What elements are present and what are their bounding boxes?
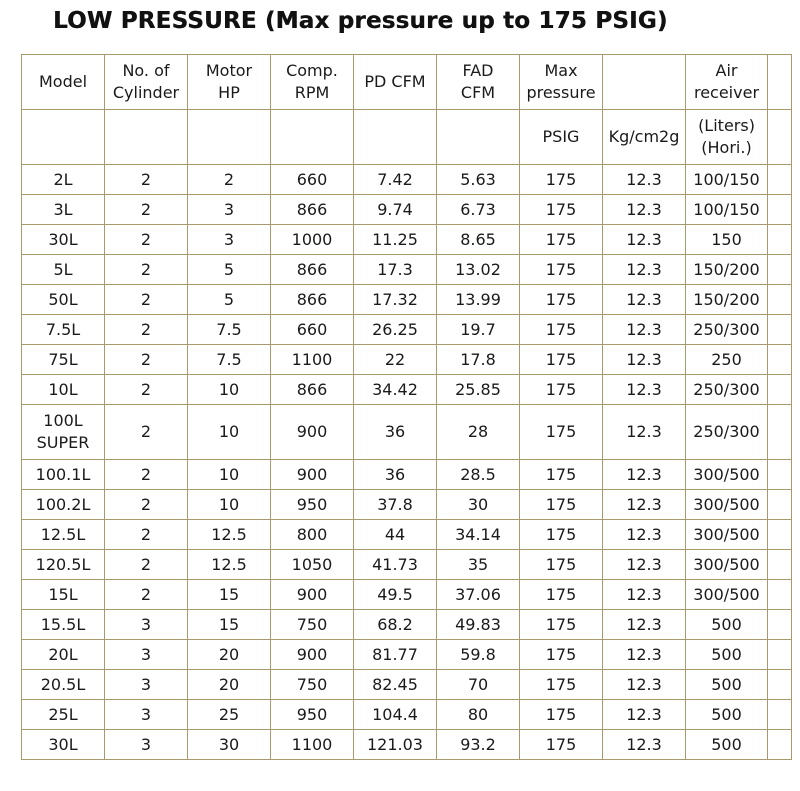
cell-psig: 175 bbox=[520, 700, 603, 730]
cell-motor-hp: 15 bbox=[188, 610, 271, 640]
cell-pd-cfm: 11.25 bbox=[354, 225, 437, 255]
table-row bbox=[22, 490, 792, 520]
cell-fad-cfm: 28.5 bbox=[437, 460, 520, 490]
table-row bbox=[22, 225, 792, 255]
cell-motor-hp: 15 bbox=[188, 580, 271, 610]
header-row bbox=[22, 55, 792, 110]
cell-fad-cfm: 8.65 bbox=[437, 225, 520, 255]
subheader-psig: PSIG bbox=[520, 110, 603, 165]
cell-model: 3L bbox=[22, 195, 105, 225]
cell-fad-cfm: 80 bbox=[437, 700, 520, 730]
cell-psig: 175 bbox=[520, 580, 603, 610]
cell-fad-cfm: 37.06 bbox=[437, 580, 520, 610]
cell-motor-hp: 10 bbox=[188, 490, 271, 520]
cell-cylinders: 3 bbox=[105, 640, 188, 670]
cell-model: 75L bbox=[22, 345, 105, 375]
cell-model: 5L bbox=[22, 255, 105, 285]
cell-air-receiver: 500 bbox=[686, 670, 768, 700]
cell-motor-hp: 20 bbox=[188, 640, 271, 670]
cell-psig: 175 bbox=[520, 315, 603, 345]
cell-psig: 175 bbox=[520, 195, 603, 225]
cell-fad-cfm: 6.73 bbox=[437, 195, 520, 225]
cell-extra bbox=[768, 195, 792, 225]
table-row bbox=[22, 405, 792, 460]
cell-comp-rpm: 900 bbox=[271, 405, 354, 460]
cell-air-receiver: 500 bbox=[686, 730, 768, 760]
cell-motor-hp: 5 bbox=[188, 285, 271, 315]
cell-fad-cfm: 13.02 bbox=[437, 255, 520, 285]
cell-extra bbox=[768, 520, 792, 550]
subheader-cell bbox=[22, 110, 105, 165]
cell-fad-cfm: 34.14 bbox=[437, 520, 520, 550]
cell-air-receiver: 500 bbox=[686, 610, 768, 640]
cell-pd-cfm: 7.42 bbox=[354, 165, 437, 195]
cell-motor-hp: 20 bbox=[188, 670, 271, 700]
cell-cylinders: 2 bbox=[105, 375, 188, 405]
col-header-motor: Motor HP bbox=[188, 55, 271, 110]
cell-psig: 175 bbox=[520, 730, 603, 760]
cell-air-receiver: 250 bbox=[686, 345, 768, 375]
cell-extra bbox=[768, 580, 792, 610]
cell-kg-cm2g: 12.3 bbox=[603, 610, 686, 640]
cell-fad-cfm: 93.2 bbox=[437, 730, 520, 760]
cell-comp-rpm: 900 bbox=[271, 640, 354, 670]
cell-cylinders: 2 bbox=[105, 520, 188, 550]
subheader-cell bbox=[188, 110, 271, 165]
cell-psig: 175 bbox=[520, 520, 603, 550]
col-header-cylinder: No. of Cylinder bbox=[105, 55, 188, 110]
cell-kg-cm2g: 12.3 bbox=[603, 345, 686, 375]
cell-fad-cfm: 28 bbox=[437, 405, 520, 460]
cell-kg-cm2g: 12.3 bbox=[603, 640, 686, 670]
cell-cylinders: 2 bbox=[105, 405, 188, 460]
cell-kg-cm2g: 12.3 bbox=[603, 375, 686, 405]
cell-model: 2L bbox=[22, 165, 105, 195]
subheader-cell bbox=[354, 110, 437, 165]
cell-comp-rpm: 800 bbox=[271, 520, 354, 550]
cell-psig: 175 bbox=[520, 405, 603, 460]
table-row bbox=[22, 670, 792, 700]
cell-motor-hp: 10 bbox=[188, 460, 271, 490]
cell-comp-rpm: 1000 bbox=[271, 225, 354, 255]
cell-air-receiver: 500 bbox=[686, 700, 768, 730]
cell-kg-cm2g: 12.3 bbox=[603, 670, 686, 700]
cell-kg-cm2g: 12.3 bbox=[603, 490, 686, 520]
cell-kg-cm2g: 12.3 bbox=[603, 460, 686, 490]
cell-extra bbox=[768, 700, 792, 730]
cell-pd-cfm: 81.77 bbox=[354, 640, 437, 670]
subheader-kg: Kg/cm2g bbox=[603, 110, 686, 165]
cell-fad-cfm: 17.8 bbox=[437, 345, 520, 375]
cell-pd-cfm: 37.8 bbox=[354, 490, 437, 520]
cell-psig: 175 bbox=[520, 460, 603, 490]
subheader-liters: (Liters) (Hori.) bbox=[686, 110, 768, 165]
cell-cylinders: 3 bbox=[105, 610, 188, 640]
col-header-air-receiver: Air receiver bbox=[686, 55, 768, 110]
cell-extra bbox=[768, 640, 792, 670]
col-header-comp: Comp. RPM bbox=[271, 55, 354, 110]
cell-comp-rpm: 1050 bbox=[271, 550, 354, 580]
cell-fad-cfm: 13.99 bbox=[437, 285, 520, 315]
cell-motor-hp: 12.5 bbox=[188, 520, 271, 550]
cell-air-receiver: 300/500 bbox=[686, 460, 768, 490]
cell-air-receiver: 250/300 bbox=[686, 405, 768, 460]
cell-model: 20L bbox=[22, 640, 105, 670]
cell-motor-hp: 3 bbox=[188, 195, 271, 225]
cell-air-receiver: 300/500 bbox=[686, 550, 768, 580]
cell-fad-cfm: 25.85 bbox=[437, 375, 520, 405]
cell-psig: 175 bbox=[520, 610, 603, 640]
cell-cylinders: 2 bbox=[105, 255, 188, 285]
cell-cylinders: 3 bbox=[105, 730, 188, 760]
cell-air-receiver: 300/500 bbox=[686, 580, 768, 610]
table-row bbox=[22, 195, 792, 225]
cell-comp-rpm: 1100 bbox=[271, 345, 354, 375]
cell-motor-hp: 10 bbox=[188, 405, 271, 460]
cell-pd-cfm: 9.74 bbox=[354, 195, 437, 225]
cell-psig: 175 bbox=[520, 670, 603, 700]
col-header-max-pressure: Max pressure bbox=[520, 55, 603, 110]
table-row bbox=[22, 315, 792, 345]
table-row bbox=[22, 700, 792, 730]
cell-motor-hp: 3 bbox=[188, 225, 271, 255]
cell-cylinders: 2 bbox=[105, 225, 188, 255]
cell-cylinders: 2 bbox=[105, 490, 188, 520]
table-row bbox=[22, 580, 792, 610]
table-row bbox=[22, 730, 792, 760]
subheader-cell bbox=[271, 110, 354, 165]
cell-model: 20.5L bbox=[22, 670, 105, 700]
cell-kg-cm2g: 12.3 bbox=[603, 285, 686, 315]
cell-motor-hp: 2 bbox=[188, 165, 271, 195]
col-header-pd: PD CFM bbox=[354, 55, 437, 110]
cell-fad-cfm: 19.7 bbox=[437, 315, 520, 345]
cell-model: 30L bbox=[22, 730, 105, 760]
cell-cylinders: 2 bbox=[105, 580, 188, 610]
cell-cylinders: 2 bbox=[105, 195, 188, 225]
cell-fad-cfm: 49.83 bbox=[437, 610, 520, 640]
cell-psig: 175 bbox=[520, 375, 603, 405]
cell-pd-cfm: 17.3 bbox=[354, 255, 437, 285]
table-row bbox=[22, 285, 792, 315]
cell-comp-rpm: 660 bbox=[271, 315, 354, 345]
cell-extra bbox=[768, 670, 792, 700]
cell-pd-cfm: 82.45 bbox=[354, 670, 437, 700]
col-header-blank bbox=[603, 55, 686, 110]
cell-comp-rpm: 750 bbox=[271, 610, 354, 640]
cell-extra bbox=[768, 460, 792, 490]
cell-cylinders: 3 bbox=[105, 700, 188, 730]
cell-model: 100L SUPER bbox=[22, 405, 105, 460]
cell-extra bbox=[768, 165, 792, 195]
cell-psig: 175 bbox=[520, 490, 603, 520]
cell-extra bbox=[768, 255, 792, 285]
col-header-model: Model bbox=[22, 55, 105, 110]
cell-kg-cm2g: 12.3 bbox=[603, 315, 686, 345]
cell-motor-hp: 7.5 bbox=[188, 345, 271, 375]
table-row bbox=[22, 520, 792, 550]
spec-table bbox=[21, 54, 792, 760]
cell-motor-hp: 10 bbox=[188, 375, 271, 405]
table-row bbox=[22, 550, 792, 580]
cell-comp-rpm: 900 bbox=[271, 460, 354, 490]
cell-extra bbox=[768, 405, 792, 460]
cell-model: 15.5L bbox=[22, 610, 105, 640]
cell-motor-hp: 12.5 bbox=[188, 550, 271, 580]
cell-comp-rpm: 866 bbox=[271, 255, 354, 285]
cell-pd-cfm: 22 bbox=[354, 345, 437, 375]
cell-extra bbox=[768, 285, 792, 315]
table-row bbox=[22, 375, 792, 405]
cell-extra bbox=[768, 490, 792, 520]
subheader-cell bbox=[105, 110, 188, 165]
cell-extra bbox=[768, 345, 792, 375]
cell-model: 15L bbox=[22, 580, 105, 610]
cell-fad-cfm: 5.63 bbox=[437, 165, 520, 195]
cell-psig: 175 bbox=[520, 225, 603, 255]
cell-pd-cfm: 34.42 bbox=[354, 375, 437, 405]
cell-kg-cm2g: 12.3 bbox=[603, 730, 686, 760]
cell-air-receiver: 100/150 bbox=[686, 195, 768, 225]
cell-extra bbox=[768, 225, 792, 255]
cell-comp-rpm: 900 bbox=[271, 580, 354, 610]
cell-extra bbox=[768, 375, 792, 405]
cell-comp-rpm: 1100 bbox=[271, 730, 354, 760]
cell-psig: 175 bbox=[520, 255, 603, 285]
subheader-row bbox=[22, 110, 792, 165]
col-header-fad: FAD CFM bbox=[437, 55, 520, 110]
cell-kg-cm2g: 12.3 bbox=[603, 225, 686, 255]
cell-extra bbox=[768, 730, 792, 760]
cell-fad-cfm: 70 bbox=[437, 670, 520, 700]
cell-fad-cfm: 30 bbox=[437, 490, 520, 520]
cell-comp-rpm: 866 bbox=[271, 375, 354, 405]
cell-kg-cm2g: 12.3 bbox=[603, 165, 686, 195]
cell-model: 10L bbox=[22, 375, 105, 405]
cell-air-receiver: 250/300 bbox=[686, 315, 768, 345]
cell-extra bbox=[768, 315, 792, 345]
table-row bbox=[22, 460, 792, 490]
table-row bbox=[22, 610, 792, 640]
cell-kg-cm2g: 12.3 bbox=[603, 255, 686, 285]
table-row bbox=[22, 640, 792, 670]
cell-model: 100.1L bbox=[22, 460, 105, 490]
cell-motor-hp: 30 bbox=[188, 730, 271, 760]
cell-cylinders: 2 bbox=[105, 460, 188, 490]
cell-air-receiver: 150/200 bbox=[686, 255, 768, 285]
cell-pd-cfm: 121.03 bbox=[354, 730, 437, 760]
cell-air-receiver: 300/500 bbox=[686, 520, 768, 550]
cell-pd-cfm: 17.32 bbox=[354, 285, 437, 315]
cell-comp-rpm: 866 bbox=[271, 195, 354, 225]
col-header-extra bbox=[768, 55, 792, 110]
cell-pd-cfm: 49.5 bbox=[354, 580, 437, 610]
cell-kg-cm2g: 12.3 bbox=[603, 700, 686, 730]
cell-model: 100.2L bbox=[22, 490, 105, 520]
cell-extra bbox=[768, 610, 792, 640]
cell-cylinders: 2 bbox=[105, 550, 188, 580]
cell-comp-rpm: 950 bbox=[271, 490, 354, 520]
cell-kg-cm2g: 12.3 bbox=[603, 550, 686, 580]
cell-kg-cm2g: 12.3 bbox=[603, 580, 686, 610]
cell-pd-cfm: 26.25 bbox=[354, 315, 437, 345]
cell-comp-rpm: 660 bbox=[271, 165, 354, 195]
cell-air-receiver: 500 bbox=[686, 640, 768, 670]
cell-model: 30L bbox=[22, 225, 105, 255]
cell-pd-cfm: 104.4 bbox=[354, 700, 437, 730]
cell-air-receiver: 100/150 bbox=[686, 165, 768, 195]
cell-psig: 175 bbox=[520, 550, 603, 580]
cell-model: 120.5L bbox=[22, 550, 105, 580]
cell-comp-rpm: 750 bbox=[271, 670, 354, 700]
cell-pd-cfm: 36 bbox=[354, 405, 437, 460]
cell-pd-cfm: 41.73 bbox=[354, 550, 437, 580]
cell-air-receiver: 150/200 bbox=[686, 285, 768, 315]
table-row bbox=[22, 345, 792, 375]
table-row bbox=[22, 255, 792, 285]
cell-psig: 175 bbox=[520, 640, 603, 670]
cell-psig: 175 bbox=[520, 285, 603, 315]
cell-motor-hp: 5 bbox=[188, 255, 271, 285]
cell-model: 7.5L bbox=[22, 315, 105, 345]
cell-fad-cfm: 59.8 bbox=[437, 640, 520, 670]
cell-pd-cfm: 36 bbox=[354, 460, 437, 490]
cell-kg-cm2g: 12.3 bbox=[603, 520, 686, 550]
cell-comp-rpm: 950 bbox=[271, 700, 354, 730]
cell-cylinders: 2 bbox=[105, 315, 188, 345]
cell-air-receiver: 150 bbox=[686, 225, 768, 255]
cell-comp-rpm: 866 bbox=[271, 285, 354, 315]
cell-cylinders: 2 bbox=[105, 285, 188, 315]
cell-pd-cfm: 44 bbox=[354, 520, 437, 550]
cell-cylinders: 2 bbox=[105, 345, 188, 375]
subheader-cell bbox=[437, 110, 520, 165]
cell-air-receiver: 300/500 bbox=[686, 490, 768, 520]
cell-kg-cm2g: 12.3 bbox=[603, 405, 686, 460]
cell-motor-hp: 25 bbox=[188, 700, 271, 730]
page-title: LOW PRESSURE (Max pressure up to 175 PSIG) bbox=[53, 8, 668, 34]
cell-fad-cfm: 35 bbox=[437, 550, 520, 580]
subheader-cell bbox=[768, 110, 792, 165]
cell-motor-hp: 7.5 bbox=[188, 315, 271, 345]
cell-pd-cfm: 68.2 bbox=[354, 610, 437, 640]
table-row bbox=[22, 165, 792, 195]
cell-psig: 175 bbox=[520, 165, 603, 195]
cell-kg-cm2g: 12.3 bbox=[603, 195, 686, 225]
cell-cylinders: 2 bbox=[105, 165, 188, 195]
cell-model: 25L bbox=[22, 700, 105, 730]
cell-cylinders: 3 bbox=[105, 670, 188, 700]
cell-extra bbox=[768, 550, 792, 580]
cell-model: 50L bbox=[22, 285, 105, 315]
cell-air-receiver: 250/300 bbox=[686, 375, 768, 405]
cell-model: 12.5L bbox=[22, 520, 105, 550]
cell-psig: 175 bbox=[520, 345, 603, 375]
